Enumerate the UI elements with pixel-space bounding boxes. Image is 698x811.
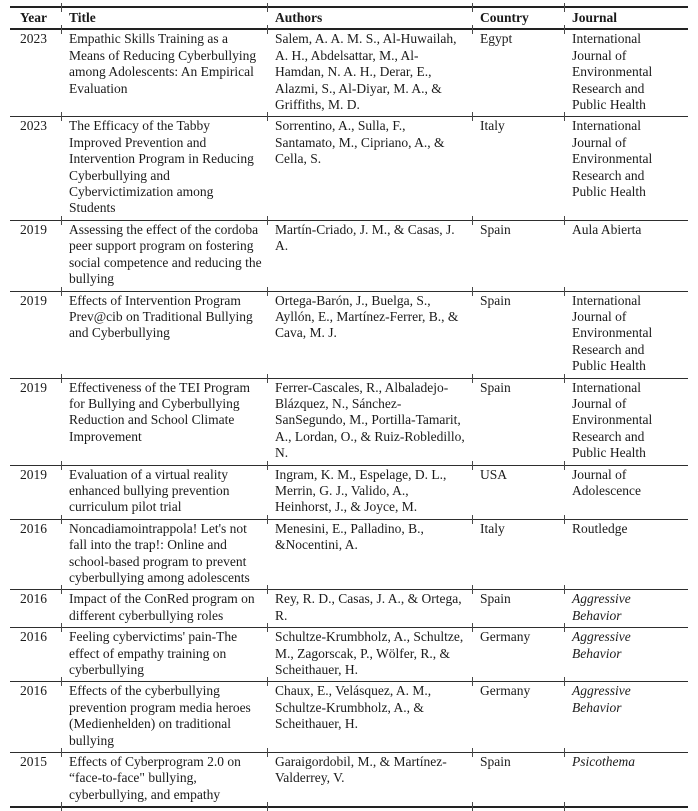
col-header-authors: Authors (268, 7, 473, 29)
cell-title: Empathic Skills Training as a Means of Reducing Cyberbullying among Adolescents: An Empirical Evaluation (62, 29, 268, 117)
cell-authors: Chaux, E., Velásquez, A. M., Schultze-Krumbholz, A., & Scheithauer, H. (268, 682, 473, 753)
table-row (10, 117, 688, 220)
cell-year: 2023 (10, 117, 62, 220)
cell-title: Effectiveness of the TEI Program for Bullying and Cyberbullying Reduction and School Climate Improvement (62, 378, 268, 465)
header-row (10, 7, 688, 29)
cell-year: 2019 (10, 220, 62, 291)
cell-journal: International Journal of Environmental Research and Public Health (565, 117, 688, 220)
table-row (10, 753, 688, 808)
cell-year: 2016 (10, 628, 62, 682)
cell-title: Evaluation of a virtual reality enhanced bullying prevention curriculum pilot trial (62, 465, 268, 519)
cell-title: Impact of the ConRed program on different cyberbullying roles (62, 590, 268, 628)
cell-authors: Menesini, E., Palladino, B., &Nocentini, A. (268, 519, 473, 590)
cell-journal: Aggressive Behavior (565, 682, 688, 753)
cell-authors: Ferrer-Cascales, R., Albaladejo-Blázquez, N., Sánchez-SanSegundo, M., Portilla-Tamarit, A., Lordan, O., & Ruiz-Robledillo, N. (268, 378, 473, 465)
col-header-title: Title (62, 7, 268, 29)
cell-authors: Ortega-Barón, J., Buelga, S., Ayllón, E., Martínez-Ferrer, B., & Cava, M. J. (268, 291, 473, 378)
table-row (10, 291, 688, 378)
cell-title: Effects of Intervention Program Prev@cib on Traditional Bullying and Cyberbullying (62, 291, 268, 378)
col-header-year: Year (10, 7, 62, 29)
cell-journal: Journal of Adolescence (565, 465, 688, 519)
cell-authors: Martín-Criado, J. M., & Casas, J. A. (268, 220, 473, 291)
cell-journal: International Journal of Environmental Research and Public Health (565, 291, 688, 378)
cell-authors: Ingram, K. M., Espelage, D. L., Merrin, G. J., Valido, A., Heinhorst, J., & Joyce, M. (268, 465, 473, 519)
cell-authors: Sorrentino, A., Sulla, F., Santamato, M., Cipriano, A., & Cella, S. (268, 117, 473, 220)
table-row (10, 29, 688, 117)
cell-year: 2019 (10, 465, 62, 519)
cell-authors: Salem, A. A. M. S., Al-Huwailah, A. H., Abdelsattar, M., Al-Hamdan, N. A. H., Derar, E., Alazmi, S., Al-Diyar, M. A., & Griffiths, M. D. (268, 29, 473, 117)
cell-year: 2019 (10, 378, 62, 465)
cell-country: Germany (473, 628, 565, 682)
cell-title: The Efficacy of the Tabby Improved Prevention and Intervention Program in Reducing Cyberbullying and Cybervictimization among Students (62, 117, 268, 220)
cell-title: Feeling cybervictims' pain-The effect of empathy training on cyberbullying (62, 628, 268, 682)
cell-year: 2016 (10, 682, 62, 753)
col-header-journal: Journal (565, 7, 688, 29)
cell-journal: Aula Abierta (565, 220, 688, 291)
cell-year: 2019 (10, 291, 62, 378)
col-header-country: Country (473, 7, 565, 29)
cell-country: Spain (473, 220, 565, 291)
cell-country: Spain (473, 291, 565, 378)
cell-authors: Schultze-Krumbholz, A., Schultze, M., Zagorscak, P., Wölfer, R., & Scheithauer, H. (268, 628, 473, 682)
table-row (10, 590, 688, 628)
table-row (10, 220, 688, 291)
cell-journal: Routledge (565, 519, 688, 590)
cell-journal: Aggressive Behavior (565, 628, 688, 682)
table-body (10, 29, 688, 807)
cell-year: 2016 (10, 519, 62, 590)
cell-title: Effects of the cyberbullying prevention program media heroes (Medienhelden) on traditional bullying (62, 682, 268, 753)
table-row (10, 465, 688, 519)
cell-country: USA (473, 465, 565, 519)
cell-journal: International Journal of Environmental Research and Public Health (565, 378, 688, 465)
studies-table (10, 6, 688, 808)
cell-journal: International Journal of Environmental Research and Public Health (565, 29, 688, 117)
cell-country: Spain (473, 590, 565, 628)
cell-country: Germany (473, 682, 565, 753)
cell-journal: Aggressive Behavior (565, 590, 688, 628)
table-row (10, 519, 688, 590)
cell-journal: Psicothema (565, 753, 688, 808)
cell-title: Assessing the effect of the cordoba peer support program on fostering social competence and reducing the bullying (62, 220, 268, 291)
cell-country: Egypt (473, 29, 565, 117)
cell-title: Noncadiamointrappola! Let's not fall into the trap!: Online and school-based program to prevent cyberbullying among adolescents (62, 519, 268, 590)
table-row (10, 378, 688, 465)
cell-year: 2015 (10, 753, 62, 808)
cell-title: Effects of Cyberprogram 2.0 on “face-to-face" bullying, cyberbullying, and empathy (62, 753, 268, 808)
cell-authors: Rey, R. D., Casas, J. A., & Ortega, R. (268, 590, 473, 628)
table-row (10, 628, 688, 682)
cell-authors: Garaigordobil, M., & Martínez-Valderrey, V. (268, 753, 473, 808)
table-row (10, 682, 688, 753)
cell-year: 2023 (10, 29, 62, 117)
cell-country: Italy (473, 519, 565, 590)
cell-country: Spain (473, 753, 565, 808)
cell-country: Spain (473, 378, 565, 465)
cell-year: 2016 (10, 590, 62, 628)
cell-country: Italy (473, 117, 565, 220)
